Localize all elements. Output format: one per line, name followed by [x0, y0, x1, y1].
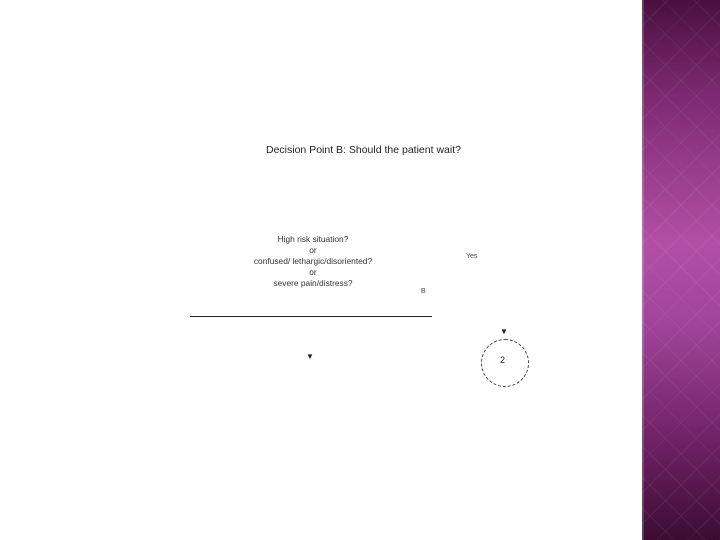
question-line-2: or — [309, 245, 317, 255]
connector-label: 2 — [500, 355, 506, 365]
question-line-3: confused/ lethargic/disoriented? — [253, 256, 373, 266]
question-line-1: High risk situation? — [277, 234, 349, 244]
decision-b-marker: B — [421, 288, 426, 295]
flow-divider-line — [190, 316, 432, 317]
question-line-4: or — [309, 267, 317, 277]
decision-point-title: Decision Point B: Should the patient wait? — [266, 144, 461, 156]
down-arrow-icon: ▼ — [306, 352, 314, 361]
question-line-5: severe pain/distress? — [273, 278, 353, 288]
yes-branch-label: Yes — [466, 253, 478, 260]
decorative-side-panel — [642, 0, 720, 540]
down-arrow-icon: ▼ — [500, 327, 508, 336]
